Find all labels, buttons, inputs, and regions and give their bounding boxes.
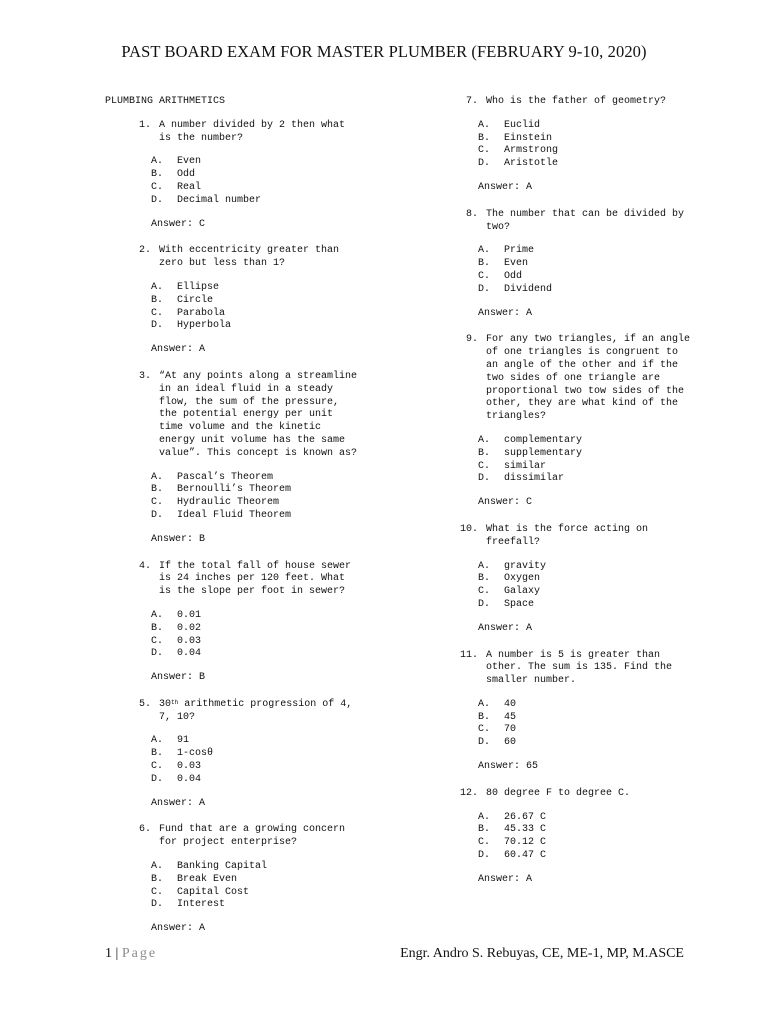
choice-text: 1-cosθ [177, 748, 214, 760]
choice-text: 40 [504, 698, 517, 710]
question-text: Fund that are a growing concern for project enterprise? [159, 824, 346, 849]
choice-letter: B. [478, 711, 491, 723]
page-word: Page [121, 946, 158, 961]
choice-item [151, 484, 360, 497]
choice-list [105, 156, 360, 207]
choice-letter: A. [151, 609, 164, 621]
question-item [105, 824, 360, 936]
choice-text: 60.47 C [504, 850, 547, 862]
question-gap [478, 209, 486, 235]
question-item [455, 96, 695, 195]
choice-item [151, 156, 360, 169]
choice-text: Ideal Fluid Theorem [177, 509, 292, 521]
question-gap [478, 334, 486, 424]
page-number: 1 [105, 946, 112, 961]
right-column [455, 96, 695, 901]
question-text: If the total fall of house sewer is 24 inches per 120 feet. What is the slope per foot in sewer? [159, 560, 352, 598]
answer-line: Answer: B [151, 533, 206, 545]
choice-text: 26.67 C [504, 811, 547, 823]
answer-line: Answer: A [478, 307, 533, 319]
choice-letter: A. [151, 156, 164, 168]
choice-letter: B. [478, 447, 491, 459]
choice-text: 45 [504, 711, 517, 723]
question-row [455, 209, 695, 235]
section-title: PLUMBING ARITHMETICS [105, 96, 226, 107]
question-row [455, 524, 695, 550]
question-item [455, 334, 695, 510]
question-gap [151, 371, 159, 461]
question-number: 7. [465, 96, 478, 107]
choice-text: Even [177, 156, 202, 168]
choice-item [151, 497, 360, 510]
question-item [455, 524, 695, 636]
choice-item [151, 648, 360, 661]
choice-item [478, 271, 695, 284]
choice-letter: C. [151, 307, 164, 319]
choice-letter: A. [478, 119, 491, 131]
choice-text: Capital Cost [177, 886, 250, 898]
choice-item [151, 874, 360, 887]
choice-list [105, 735, 360, 786]
choice-text: Oxygen [504, 573, 541, 585]
choice-text: supplementary [504, 447, 583, 459]
choice-letter: C. [478, 145, 491, 157]
choice-text: dissimilar [504, 473, 565, 485]
answer-line: Answer: 65 [478, 761, 539, 773]
choice-item [478, 724, 695, 737]
question-gap [478, 650, 486, 688]
right-question-list [455, 96, 695, 887]
question-row [455, 96, 695, 109]
question-text: 30th arithmetic progression of 4, 7, 10? [159, 698, 353, 723]
choice-text: gravity [504, 560, 547, 572]
answer-line: Answer: A [151, 344, 206, 356]
choice-text: 0.02 [177, 622, 202, 634]
choice-item [151, 887, 360, 900]
question-item [105, 561, 360, 685]
answer-line: Answer: A [478, 622, 533, 634]
choice-text: Prime [504, 245, 535, 257]
choice-letter: D. [478, 283, 491, 295]
question-text: What is the force acting on freefall? [486, 523, 649, 548]
choice-text: 0.03 [177, 761, 202, 773]
choice-text: Einstein [504, 132, 553, 144]
question-row [105, 699, 360, 725]
choice-item [478, 158, 695, 171]
footer-author: Engr. Andro S. Rebuyas, CE, ME-1, MP, M.ASCE [400, 946, 684, 961]
choice-letter: D. [478, 737, 491, 749]
choice-list [455, 435, 695, 486]
choice-item [151, 610, 360, 623]
choice-item [478, 561, 695, 574]
choice-item [151, 182, 360, 195]
choice-letter: D. [478, 850, 491, 862]
question-text: With eccentricity greater than zero but less than 1? [159, 245, 340, 270]
choice-text: 70 [504, 724, 517, 736]
choice-text: Galaxy [504, 586, 541, 598]
choice-item [478, 837, 695, 850]
answer-line: Answer: A [478, 873, 533, 885]
left-question-list [105, 120, 360, 936]
question-text: A number divided by 2 then what is the number? [159, 119, 346, 144]
choice-letter: C. [151, 886, 164, 898]
choice-text: Banking Capital [177, 861, 268, 873]
choice-letter: D. [151, 320, 164, 332]
choice-letter: C. [478, 586, 491, 598]
choice-letter: B. [478, 824, 491, 836]
choice-letter: B. [151, 873, 164, 885]
question-gap [478, 524, 486, 550]
question-item [455, 650, 695, 774]
choice-item [478, 573, 695, 586]
choice-text: 0.04 [177, 648, 202, 660]
choice-item [478, 120, 695, 133]
choice-text: complementary [504, 434, 583, 446]
choice-text: Euclid [504, 119, 541, 131]
choice-item [478, 712, 695, 725]
choice-letter: C. [151, 181, 164, 193]
question-number: 4. [138, 560, 151, 572]
choice-letter: A. [151, 735, 164, 747]
choice-text: Hydraulic Theorem [177, 497, 280, 509]
choice-item [478, 461, 695, 474]
ordinal-suffix: th [171, 698, 179, 706]
question-number: 1. [138, 119, 151, 131]
choice-list [105, 861, 360, 912]
choice-letter: D. [151, 899, 164, 911]
choice-letter: B. [478, 132, 491, 144]
choice-letter: A. [478, 560, 491, 572]
choice-item [151, 761, 360, 774]
question-number: 2. [138, 245, 151, 257]
choice-text: Armstrong [504, 145, 559, 157]
page-separator: | [115, 946, 119, 961]
choice-text: 70.12 C [504, 837, 547, 849]
question-row [455, 650, 695, 688]
choice-list [455, 120, 695, 171]
left-column [105, 96, 360, 950]
choice-letter: D. [151, 773, 164, 785]
choice-text: Interest [177, 899, 226, 911]
choice-list [105, 282, 360, 333]
choice-letter: B. [478, 573, 491, 585]
choice-text: Even [504, 258, 529, 270]
choice-text: 0.03 [177, 635, 202, 647]
question-row [105, 371, 360, 461]
choice-letter: B. [478, 258, 491, 270]
choice-letter: C. [151, 635, 164, 647]
choice-item [478, 435, 695, 448]
choice-text: Parabola [177, 307, 226, 319]
choice-text: 0.01 [177, 609, 202, 621]
choice-list [105, 472, 360, 523]
choice-text: Aristotle [504, 158, 559, 170]
question-row [105, 120, 360, 146]
choice-letter: A. [151, 471, 164, 483]
choice-item [151, 748, 360, 761]
choice-text: Break Even [177, 873, 238, 885]
choice-list [455, 699, 695, 750]
choice-letter: C. [151, 761, 164, 773]
choice-letter: D. [151, 194, 164, 206]
answer-line: Answer: A [151, 797, 206, 809]
question-gap [151, 824, 159, 850]
choice-item [478, 824, 695, 837]
choice-item [151, 308, 360, 321]
question-number: 6. [138, 824, 151, 836]
question-text: Who is the father of geometry? [486, 96, 667, 107]
choice-item [151, 195, 360, 208]
question-number: 10. [459, 523, 478, 535]
choice-letter: A. [478, 811, 491, 823]
choice-item [478, 599, 695, 612]
choice-item [478, 812, 695, 825]
question-item [105, 699, 360, 811]
question-number: 8. [465, 208, 478, 220]
choice-text: 60 [504, 737, 517, 749]
question-text: A number is 5 is greater than other. The sum is 135. Find the smaller number. [486, 649, 673, 687]
choice-letter: B. [151, 484, 164, 496]
choice-item [478, 850, 695, 863]
choice-letter: D. [151, 648, 164, 660]
question-row [105, 824, 360, 850]
choice-item [151, 169, 360, 182]
choice-item [151, 282, 360, 295]
choice-letter: A. [478, 434, 491, 446]
choice-item [478, 258, 695, 271]
choice-list [455, 245, 695, 296]
choice-text: Real [177, 181, 202, 193]
answer-line: Answer: A [151, 923, 206, 935]
choice-letter: A. [151, 861, 164, 873]
choice-item [478, 737, 695, 750]
question-row [455, 788, 695, 801]
choice-item [151, 774, 360, 787]
choice-letter: C. [478, 724, 491, 736]
footer-page-indicator [105, 946, 157, 962]
question-text: The number that can be divided by two? [486, 208, 685, 233]
choice-letter: B. [151, 294, 164, 306]
choice-item [478, 284, 695, 297]
question-number: 9. [465, 334, 478, 346]
choice-item [151, 735, 360, 748]
choice-list [455, 561, 695, 612]
choice-list [105, 610, 360, 661]
choice-letter: A. [478, 245, 491, 257]
choice-item [151, 295, 360, 308]
page-title: PAST BOARD EXAM FOR MASTER PLUMBER (FEBRUARY 9-10, 2020) [121, 42, 647, 61]
choice-letter: C. [478, 837, 491, 849]
question-number: 11. [459, 649, 478, 661]
question-text: For any two triangles, if an angle of one triangles is congruent to an angle of the other and if the two sides of one triangle are proportional two tow sides of the other, they are what kind of the triangles? [486, 334, 691, 423]
choice-text: Odd [177, 169, 196, 181]
choice-text: Ellipse [177, 281, 220, 293]
choice-letter: D. [151, 509, 164, 521]
question-item [455, 788, 695, 887]
choice-item [478, 586, 695, 599]
question-row [455, 334, 695, 424]
choice-text: 91 [177, 735, 190, 747]
question-row [105, 561, 360, 599]
choice-text: Odd [504, 270, 523, 282]
choice-letter: C. [151, 497, 164, 509]
choice-letter: B. [151, 169, 164, 181]
choice-text: Space [504, 598, 535, 610]
choice-item [478, 448, 695, 461]
choice-text: 45.33 C [504, 824, 547, 836]
question-gap [151, 561, 159, 599]
question-gap [151, 245, 159, 271]
choice-letter: C. [478, 460, 491, 472]
choice-text: Dividend [504, 283, 553, 295]
choice-letter: D. [478, 598, 491, 610]
question-number: 12. [459, 787, 478, 799]
choice-text: similar [504, 460, 547, 472]
choice-item [478, 473, 695, 486]
choice-letter: D. [478, 158, 491, 170]
choice-list [455, 812, 695, 863]
choice-item [151, 510, 360, 523]
answer-line: Answer: C [478, 497, 533, 509]
question-row [105, 245, 360, 271]
question-gap [478, 96, 486, 109]
question-item [455, 209, 695, 321]
question-text: “At any points along a streamline in an ideal fluid in a steady flow, the sum of the pressure, the potential energy per unit time volume and the kinetic energy unit volume has the same value”. This concept is known as? [159, 370, 358, 459]
choice-letter: C. [478, 270, 491, 282]
choice-letter: B. [151, 748, 164, 760]
choice-item [151, 623, 360, 636]
choice-item [151, 472, 360, 485]
choice-item [478, 133, 695, 146]
question-item [105, 371, 360, 547]
question-text: 80 degree F to degree C. [486, 787, 631, 799]
choice-text: Circle [177, 294, 214, 306]
choice-letter: A. [151, 281, 164, 293]
answer-line: Answer: B [151, 672, 206, 684]
question-gap [151, 699, 159, 725]
choice-letter: A. [478, 698, 491, 710]
answer-line: Answer: A [478, 181, 533, 193]
choice-letter: D. [478, 473, 491, 485]
question-item [105, 120, 360, 232]
choice-text: Hyperbola [177, 320, 232, 332]
choice-letter: B. [151, 622, 164, 634]
choice-text: Decimal number [177, 194, 262, 206]
question-item [105, 245, 360, 357]
choice-item [478, 699, 695, 712]
question-gap [478, 788, 486, 801]
choice-item [151, 320, 360, 333]
choice-item [151, 636, 360, 649]
choice-text: 0.04 [177, 773, 202, 785]
choice-item [151, 899, 360, 912]
choice-item [478, 145, 695, 158]
choice-text: Pascal’s Theorem [177, 471, 274, 483]
question-number: 3. [138, 370, 151, 382]
choice-text: Bernoulli’s Theorem [177, 484, 292, 496]
choice-item [478, 245, 695, 258]
question-number: 5. [138, 698, 151, 710]
choice-item [151, 861, 360, 874]
question-gap [151, 120, 159, 146]
answer-line: Answer: C [151, 218, 206, 230]
